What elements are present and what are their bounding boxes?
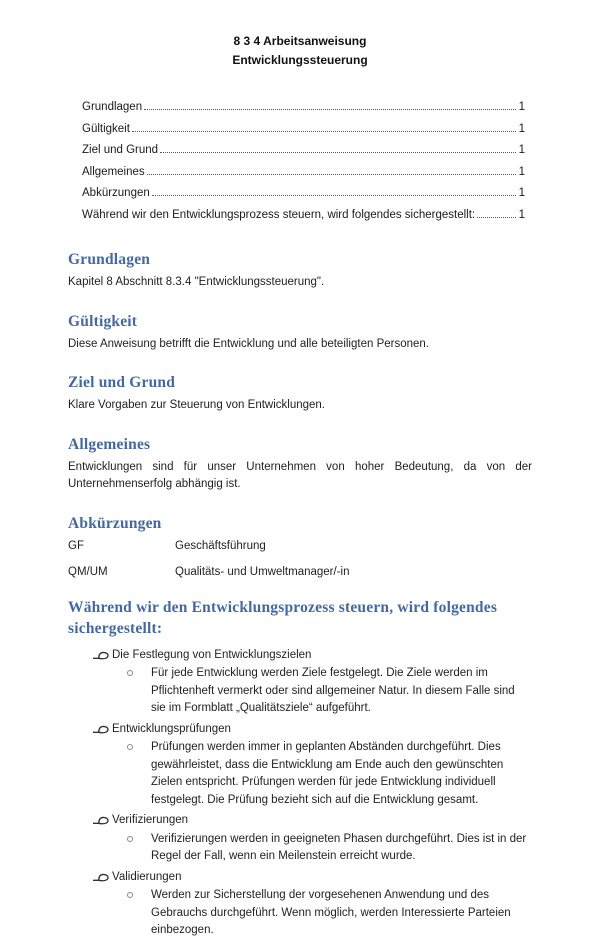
table-of-contents xyxy=(68,97,532,226)
toc-page-number: 1 xyxy=(518,208,525,221)
sub-bullet-text: Prüfungen werden immer in geplanten Abständen durchgeführt. Dies gewährleistet, dass die Entwicklung am Ende auch den gewünschten Zielen entspricht. Prüfungen werden für jede Entwicklung individuell festgelegt. Die Prüfung bezieht sich auf die Entwicklung gesamt. xyxy=(151,741,504,806)
lasso-bullet-icon xyxy=(93,872,109,884)
section-heading-grundlagen: Grundlagen xyxy=(68,251,151,268)
toc-entry-allgemeines[interactable] xyxy=(82,162,525,184)
toc-entry-label: Gültigkeit xyxy=(82,122,130,135)
bullet-item-label: Verifizierungen xyxy=(112,814,189,826)
toc-entry-label: Während wir den Entwicklungsprozess steuern, wird folgendes sichergestellt: xyxy=(82,208,476,221)
section-heading-gueltigkeit: Gültigkeit xyxy=(68,312,138,330)
bullet-item-festlegung xyxy=(68,647,532,665)
toc-entry-abkuerzungen[interactable] xyxy=(82,183,525,205)
bullet-item-pruefungen xyxy=(68,721,532,739)
list-item xyxy=(68,869,532,940)
bullet-item-verifizierungen xyxy=(68,812,532,830)
sub-bullet-text: Verifizierungen werden in geeigneten Phasen durchgeführt. Dies ist in der Regel der Fall, wenn ein Meilenstein erreicht wurde. xyxy=(151,832,527,862)
abbreviation-list xyxy=(68,538,532,581)
title-line-2: Entwicklungssteuerung xyxy=(232,53,368,67)
toc-entry-label: Ziel und Grund xyxy=(82,144,159,156)
toc-entry-label: Grundlagen xyxy=(82,101,143,113)
toc-dot-leader xyxy=(147,174,516,175)
toc-entry-gueltigkeit[interactable] xyxy=(82,119,525,141)
lasso-bullet-icon xyxy=(93,815,109,827)
abbreviation-row-qmum xyxy=(68,564,532,581)
list-item xyxy=(68,812,532,866)
bullet-item-label: Die Festlegung von Entwicklungszielen xyxy=(112,648,312,661)
toc-entry-label: Allgemeines xyxy=(82,165,145,178)
toc-page-number: 1 xyxy=(518,187,525,199)
bullet-item-label: Entwicklungsprüfungen xyxy=(112,722,231,735)
toc-entry-ziel-und-grund[interactable] xyxy=(82,140,525,162)
abbreviation-meaning: Qualitäts- und Umweltmanager/-in xyxy=(175,565,350,578)
toc-entry-grundlagen[interactable] xyxy=(82,97,525,119)
section-body-gueltigkeit: Diese Anweisung betrifft die Entwicklung und alle beteiligten Personen. xyxy=(68,337,429,350)
toc-entry-label: Abkürzungen xyxy=(82,187,150,199)
toc-dot-leader xyxy=(144,109,515,110)
abbreviation-key: GF xyxy=(68,539,84,552)
section-heading-ziel-und-grund: Ziel und Grund xyxy=(68,374,176,391)
circle-bullet-icon xyxy=(127,892,133,898)
sub-bullet-text: Werden zur Sicherstellung der vorgesehenen Anwendung und des Gebrauchs durchgeführt. Wenn möglich, werden Interessierte Parteien einbezogen. xyxy=(151,889,511,936)
toc-page-number: 1 xyxy=(518,101,525,113)
lasso-bullet-icon xyxy=(93,724,109,736)
bullet-item-validierungen xyxy=(68,869,532,887)
list-item xyxy=(68,647,532,718)
circle-bullet-icon xyxy=(127,744,133,750)
sub-bullet-festlegung xyxy=(68,665,532,718)
toc-page-number: 1 xyxy=(518,122,525,135)
document-body xyxy=(68,249,532,940)
abbreviation-row-gf xyxy=(68,538,532,555)
document-title xyxy=(68,32,532,70)
list-item xyxy=(68,721,532,810)
sub-bullet-pruefungen xyxy=(68,739,532,809)
section-body-allgemeines: Entwicklungen sind für unser Unternehmen von hoher Bedeutung, da von der Unternehmenserfolg abhängig ist. xyxy=(68,460,532,490)
circle-bullet-icon xyxy=(127,836,133,842)
process-bullet-list xyxy=(68,647,532,940)
sub-bullet-validierungen xyxy=(68,887,532,940)
section-body-ziel-und-grund: Klare Vorgaben zur Steuerung von Entwicklungen. xyxy=(68,399,325,411)
toc-dot-leader xyxy=(132,131,516,132)
toc-page-number: 1 xyxy=(518,165,525,178)
sub-bullet-verifizierungen xyxy=(68,831,532,866)
sub-bullet-text: Für jede Entwicklung werden Ziele festgelegt. Die Ziele werden im Pflichtenheft vermerkt oder sind allgemeiner Natur. In diesem Falle sind sie im Formblatt „Qualitätsziele“ aufgeführt. xyxy=(151,667,515,714)
section-heading-allgemeines: Allgemeines xyxy=(68,435,151,453)
section-heading-entwicklungsprozess: Während wir den Entwicklungsprozess steuern, wird folgendes sichergestellt: xyxy=(68,598,498,637)
toc-dot-leader xyxy=(160,152,516,153)
circle-bullet-icon xyxy=(127,670,133,676)
section-heading-abkuerzungen: Abkürzungen xyxy=(68,514,162,532)
toc-page-number: 1 xyxy=(518,144,525,156)
toc-entry-entwicklungsprozess[interactable] xyxy=(82,205,525,227)
bullet-item-label: Validierungen xyxy=(112,870,182,883)
toc-dot-leader xyxy=(152,195,516,196)
toc-dot-leader xyxy=(477,217,515,218)
section-body-grundlagen: Kapitel 8 Abschnitt 8.3.4 "Entwicklungssteuerung". xyxy=(68,276,325,288)
title-line-1: 8 3 4 Arbeitsanweisung xyxy=(233,34,367,48)
abbreviation-meaning: Geschäftsführung xyxy=(175,539,266,552)
abbreviation-key: QM/UM xyxy=(68,565,108,578)
lasso-bullet-icon xyxy=(93,650,109,662)
